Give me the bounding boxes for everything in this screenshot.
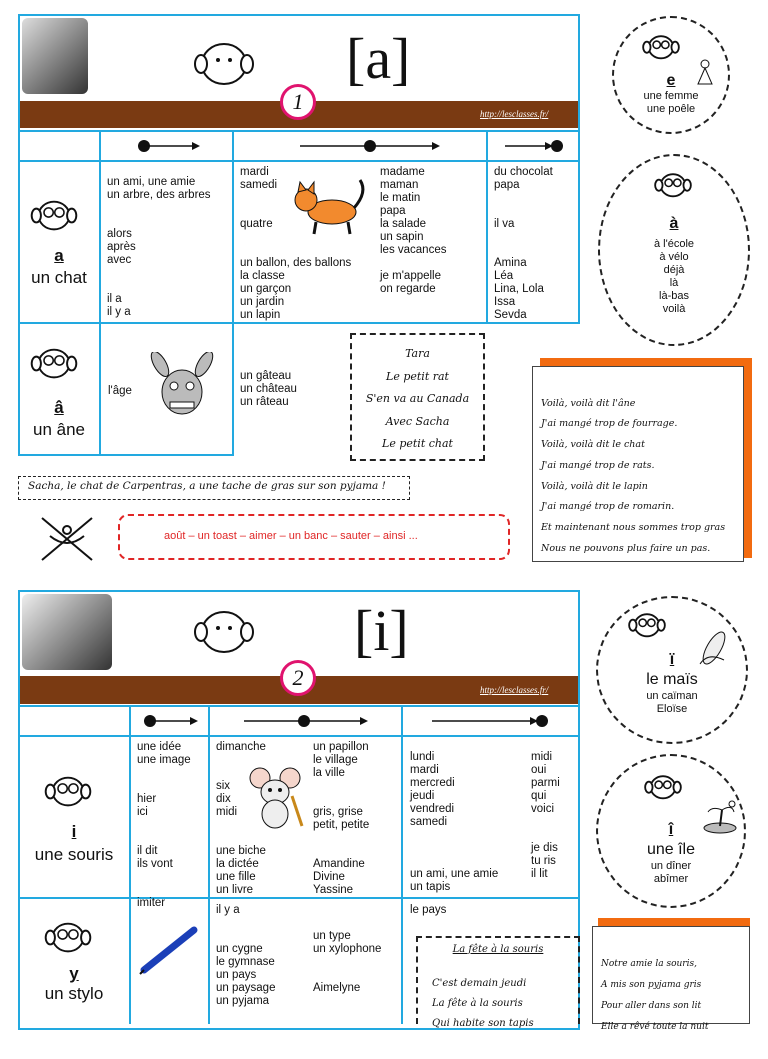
oval-ic-line: un dîner [650, 860, 692, 872]
grapheme-y: y [69, 964, 79, 983]
words-middle-y-2: un type un xylophone Aimelyne [313, 930, 382, 994]
words-middle-a-circumflex: un gâteau un château un râteau [240, 370, 297, 408]
face-icon [192, 604, 256, 656]
col-line [401, 705, 403, 1024]
poem-a [532, 366, 744, 562]
tara-lines [352, 343, 483, 456]
row-line [18, 735, 580, 737]
oval-e-line: une poêle [646, 103, 696, 115]
row-line [18, 160, 580, 162]
poem-line: J'ai mangé trop de rats. [541, 459, 655, 471]
oval-e-letter: e [666, 72, 676, 89]
word-le-pays: le pays [410, 904, 447, 916]
oval-ic-line: abîmer [653, 873, 689, 885]
words-end-i-1: lundi mardi mercredi jeudi vendredi samedi un ami, une amie un tapis [410, 751, 499, 893]
oval-a-line: déjà [663, 264, 685, 276]
woman-icon [696, 58, 714, 90]
souris-line: C'est demain jeudi [432, 978, 527, 989]
words-middle-i-1: dimanche six dix midi une biche la dictée une fille un livre [216, 741, 266, 896]
lesson-number-1: 1 [280, 84, 316, 120]
words-start-i: une idée une image hier ici il dit ils vont imiter [137, 741, 191, 909]
oval-a-line: à l'école [653, 238, 694, 250]
words-middle-y-1: il y a un cygne le gymnase un pays un paysage un pyjama [216, 904, 276, 1007]
face-icon [652, 168, 694, 200]
words-middle-i-2: un papillon le village la ville gris, grise petit, petite Amandine Divine Yassine [313, 741, 370, 896]
word-une-souris: une souris [34, 845, 114, 864]
col-line [486, 130, 488, 324]
poem-line: Pour aller dans son lit [601, 1001, 702, 1011]
exceptions-text: août – un toast – aimer – un banc – sauter – ainsi ... [164, 530, 418, 542]
phoneme-a-title: [a] [346, 26, 411, 91]
oval-ii-line: Eloïse [656, 703, 688, 715]
word-lage: l'âge [108, 385, 132, 397]
poem-line: J'ai mangé trop de romarin. [541, 501, 675, 513]
word-un-ane: un âne [33, 420, 85, 439]
island-icon [702, 800, 738, 834]
word-un-chat: un chat [31, 268, 87, 287]
tara-line: Le petit rat [386, 369, 449, 383]
grapheme-i: i [71, 822, 77, 841]
sentence-text: Sacha, le chat de Carpentras, a une tache de gras sur son pyjama ! [28, 480, 386, 492]
cross-icon [38, 514, 96, 564]
col-line [129, 705, 131, 1024]
donkey-illustration [146, 352, 218, 422]
arrow-middle-icon [244, 713, 368, 729]
poem-line: Voilà, voilà dit le chat [541, 439, 645, 451]
cat-illustration [290, 178, 370, 236]
poem-line: Notre amie la souris, [601, 959, 697, 969]
grapheme-a-circumflex: â [54, 398, 64, 417]
poem-line: Nous ne pouvons plus faire un pas. [541, 542, 711, 554]
souris-poem-title: La fête à la souris [452, 944, 544, 955]
poem-line: Voilà, voilà dit le lapin [541, 480, 648, 492]
phoneme-i-title: [i] [354, 598, 409, 663]
tara-line: S'en va au Canada [365, 392, 470, 405]
poem-line: Elle a rêvé toute la nuit [601, 1022, 709, 1032]
face-icon [28, 342, 80, 382]
oval-a-letter: à [669, 215, 679, 232]
poem-line: J'ai mangé trop de fourrage. [541, 418, 678, 430]
poem-line: Et maintenant nous sommes trop gras [541, 521, 726, 533]
souris-poem-lines [432, 974, 534, 1034]
poem-line: A mis son pyjama gris [601, 980, 702, 990]
face-icon [42, 916, 94, 956]
lesson-number-2: 2 [280, 660, 316, 696]
face-icon [642, 770, 684, 802]
oval-ii-letter: ï [669, 651, 675, 668]
souris-line: La fête à la souris [432, 998, 523, 1009]
word-un-stylo: un stylo [44, 984, 104, 1003]
oval-grapheme-i-trema [596, 596, 748, 744]
face-icon [192, 36, 256, 88]
photo-child-i [22, 594, 112, 670]
oval-a-line: là [669, 277, 679, 289]
mouse-illustration [246, 766, 306, 830]
souris-line: Qui habite son tapis [432, 1018, 534, 1029]
site-url-1[interactable]: http://lesclasses.fr/ [480, 109, 549, 119]
oval-a-line: à vélo [659, 251, 689, 263]
face-icon [28, 194, 80, 234]
words-start-a: un ami, une amie un arbre, des arbres alors après avec il a il y a [107, 176, 211, 318]
oval-a-line: là-bas [659, 290, 689, 302]
tara-line: Le petit chat [382, 437, 453, 450]
pen-illustration [138, 922, 200, 976]
corn-icon [694, 626, 734, 670]
words-end-i-2: midi oui parmi qui voici je dis tu ris il lit [531, 751, 560, 880]
oval-ic-letter: î [668, 821, 674, 838]
arrow-end-icon [432, 713, 552, 729]
face-icon [640, 30, 682, 62]
grapheme-a: a [54, 246, 64, 265]
tara-line: Tara [405, 347, 430, 360]
oval-ic-word: une île [646, 841, 696, 858]
face-icon [626, 608, 668, 640]
oval-ii-line: un caïman [646, 690, 698, 702]
tara-line: Avec Sacha [385, 414, 450, 428]
words-end-a: du chocolat papa il va Amina Léa Lina, Lola Issa Sevda [494, 166, 553, 321]
words-middle-a-2: madame maman le matin papa la salade un sapin les vacances je m'appelle on regarde [380, 166, 447, 295]
poem-i [592, 926, 750, 1032]
row-line [18, 897, 580, 899]
row-line [18, 705, 580, 707]
col-line [208, 705, 210, 1024]
poem-line: Voilà, voilà dit l'âne [541, 397, 636, 409]
site-url-2[interactable]: http://lesclasses.fr/ [480, 685, 549, 695]
oval-e-line: une femme [643, 90, 699, 102]
face-icon [42, 770, 94, 810]
tara-poem-box [350, 333, 485, 461]
row-line [18, 454, 234, 456]
arrow-start-icon [138, 713, 198, 729]
arrow-start-icon [130, 138, 200, 154]
words-middle-a-1: mardi samedi quatre un ballon, des ballons la classe un garçon un jardin un lapin [240, 166, 352, 321]
arrow-end-icon [505, 138, 565, 154]
oval-a-line: voilà [662, 303, 686, 315]
arrow-middle-icon [300, 138, 440, 154]
photo-child-a [22, 18, 88, 94]
oval-ii-word: le maïs [646, 671, 698, 688]
row-line [18, 130, 580, 132]
